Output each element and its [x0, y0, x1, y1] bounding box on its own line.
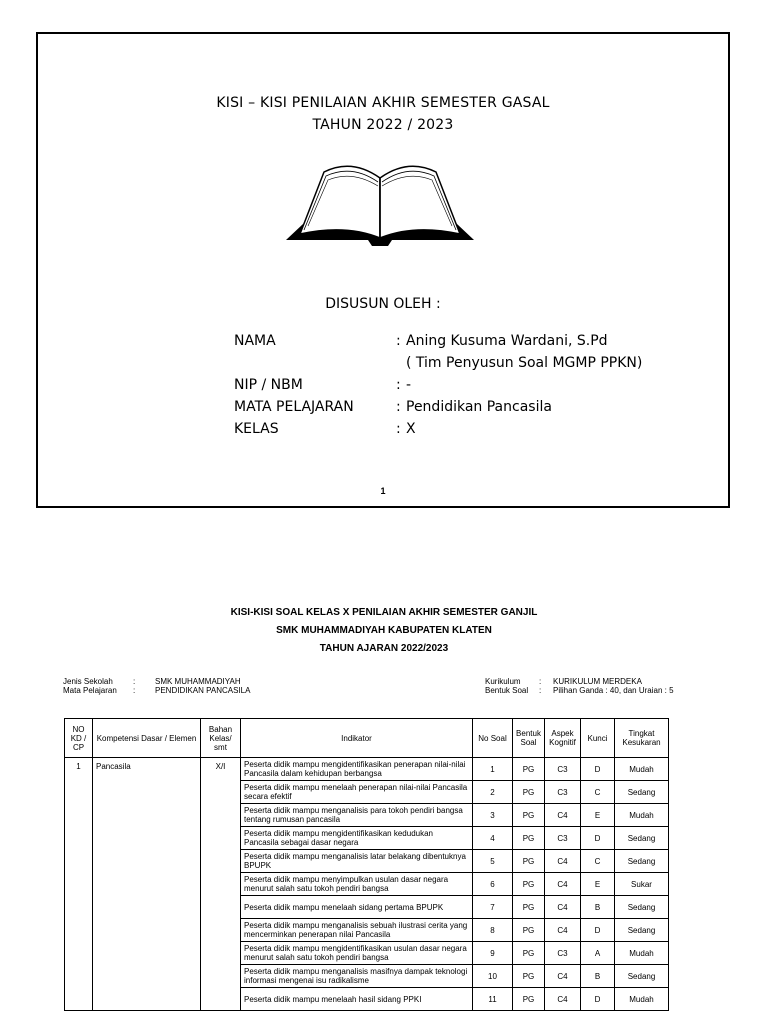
- cell-tingkat: Mudah: [615, 988, 669, 1011]
- cell-kunci: B: [581, 896, 615, 919]
- cover-title: [38, 92, 728, 136]
- cell-no: 1: [65, 758, 93, 1011]
- cell-no-soal: 5: [473, 850, 513, 873]
- cell-kunci: B: [581, 965, 615, 988]
- doc-title-line-3: TAHUN AJARAN 2022/2023: [319, 643, 449, 654]
- table-body: [65, 758, 669, 1011]
- meta-value: PENDIDIKAN PANCASILA: [155, 686, 251, 695]
- cell-bentuk: PG: [513, 781, 545, 804]
- cell-tingkat: Sedang: [615, 919, 669, 942]
- cell-tingkat: Sedang: [615, 850, 669, 873]
- meta-value: SMK MUHAMMADIYAH: [155, 677, 241, 686]
- document-heading: [0, 604, 768, 658]
- meta-key: Jenis Sekolah: [63, 677, 113, 686]
- cell-indikator: Peserta didik mampu mengidentifikasikan penerapan nilai-nilai Pancasila dalam kehidupan berbangsa: [241, 758, 473, 781]
- cell-bentuk: PG: [513, 896, 545, 919]
- cell-no-soal: 9: [473, 942, 513, 965]
- cell-indikator: Peserta didik mampu menelaah penerapan nilai-nilai Pancasila secara efektif: [241, 781, 473, 804]
- cell-kunci: D: [581, 988, 615, 1011]
- cell-indikator: Peserta didik mampu menelaah sidang pertama BPUPK: [241, 896, 473, 919]
- cell-tingkat: Sukar: [615, 873, 669, 896]
- cell-tingkat: Sedang: [615, 965, 669, 988]
- info-label: [234, 352, 396, 374]
- header-cell: No Soal: [473, 719, 513, 758]
- cell-kunci: C: [581, 781, 615, 804]
- table-header-row: [65, 719, 669, 758]
- cell-aspek: C4: [545, 896, 581, 919]
- doc-title-line-1: KISI-KISI SOAL KELAS X PENILAIAN AKHIR SEMESTER GANJIL: [230, 607, 538, 618]
- info-row-class: [234, 418, 642, 440]
- meta-row: [63, 677, 250, 686]
- cell-no-soal: 2: [473, 781, 513, 804]
- table-row: [65, 758, 669, 781]
- cell-bentuk: PG: [513, 804, 545, 827]
- info-colon: :: [396, 333, 401, 349]
- cell-indikator: Peserta didik mampu menganalisis latar belakang dibentuknya BPUPK: [241, 850, 473, 873]
- cell-tingkat: Mudah: [615, 758, 669, 781]
- cell-kunci: E: [581, 873, 615, 896]
- cell-aspek: C3: [545, 781, 581, 804]
- cell-aspek: C4: [545, 919, 581, 942]
- cell-indikator: Peserta didik mampu menelaah hasil sidang PPKI: [241, 988, 473, 1011]
- cell-kunci: E: [581, 804, 615, 827]
- info-label: NAMA: [234, 333, 276, 349]
- header-cell: Bentuk Soal: [513, 719, 545, 758]
- meta-row: [63, 686, 250, 695]
- meta-key: Kurikulum: [485, 677, 521, 686]
- info-row-name: [234, 330, 642, 352]
- meta-right: [485, 677, 674, 695]
- cell-aspek: C3: [545, 758, 581, 781]
- cover-title-line-1: KISI – KISI PENILAIAN AKHIR SEMESTER GASAL: [216, 95, 550, 111]
- cell-no-soal: 11: [473, 988, 513, 1011]
- cell-aspek: C3: [545, 827, 581, 850]
- cell-no-soal: 6: [473, 873, 513, 896]
- cell-aspek: C4: [545, 988, 581, 1011]
- doc-title-line-2: SMK MUHAMMADIYAH KABUPATEN KLATEN: [276, 625, 492, 636]
- meta-colon: :: [133, 686, 136, 695]
- cell-indikator: Peserta didik mampu menganalisis masifnya dampak teknologi informasi mengenai isu radikalisme: [241, 965, 473, 988]
- header-cell: Kompetensi Dasar / Elemen: [93, 719, 201, 758]
- info-row-team: [234, 352, 642, 374]
- meta-colon: :: [539, 686, 542, 695]
- cell-indikator: Peserta didik mampu menganalisis para tokoh pendiri bangsa tentang rumusan pancasila: [241, 804, 473, 827]
- cell-indikator: Peserta didik mampu menyimpulkan usulan dasar negara menurut salah satu tokoh pendiri bangsa: [241, 873, 473, 896]
- cell-kd: Pancasila: [93, 758, 201, 1011]
- cell-tingkat: Sedang: [615, 781, 669, 804]
- open-book-icon: [280, 150, 480, 250]
- cell-bentuk: PG: [513, 942, 545, 965]
- meta-row: [485, 677, 674, 686]
- header-cell: Aspek Kognitif: [545, 719, 581, 758]
- cell-tingkat: Sedang: [615, 896, 669, 919]
- cell-aspek: C4: [545, 804, 581, 827]
- info-label: MATA PELAJARAN: [234, 399, 354, 415]
- meta-colon: :: [539, 677, 542, 686]
- cell-indikator: Peserta didik mampu mengidentifikasikan kedudukan Pancasila sebagai dasar negara: [241, 827, 473, 850]
- info-value: ( Tim Penyusun Soal MGMP PPKN): [406, 355, 643, 371]
- meta-key: Mata Pelajaran: [63, 686, 117, 695]
- cell-kunci: D: [581, 758, 615, 781]
- author-info: [234, 330, 642, 440]
- cell-no-soal: 4: [473, 827, 513, 850]
- cell-aspek: C4: [545, 850, 581, 873]
- cell-no-soal: 1: [473, 758, 513, 781]
- info-row-nip: [234, 374, 642, 396]
- info-label: NIP / NBM: [234, 377, 303, 393]
- info-label: KELAS: [234, 421, 279, 437]
- header-cell: Indikator: [241, 719, 473, 758]
- cover-page: [36, 32, 730, 508]
- meta-value: Pilihan Ganda : 40, dan Uraian : 5: [553, 686, 674, 695]
- info-value: Aning Kusuma Wardani, S.Pd: [406, 333, 608, 349]
- meta-left: [63, 677, 250, 695]
- cell-no-soal: 10: [473, 965, 513, 988]
- cell-bentuk: PG: [513, 850, 545, 873]
- page-number: 1: [380, 486, 386, 496]
- meta-value: KURIKULUM MERDEKA: [553, 677, 642, 686]
- info-value: Pendidikan Pancasila: [406, 399, 552, 415]
- info-colon: :: [396, 421, 401, 437]
- cell-tingkat: Mudah: [615, 804, 669, 827]
- header-cell: Tingkat Kesukaran: [615, 719, 669, 758]
- cell-aspek: C4: [545, 965, 581, 988]
- meta-key: Bentuk Soal: [485, 686, 529, 695]
- cell-bentuk: PG: [513, 758, 545, 781]
- meta-colon: :: [133, 677, 136, 686]
- header-cell: NO KD / CP: [65, 719, 93, 758]
- cell-indikator: Peserta didik mampu mengidentifikasikan usulan dasar negara menurut salah satu tokoh pendiri bangsa: [241, 942, 473, 965]
- cell-no-soal: 3: [473, 804, 513, 827]
- cell-no-soal: 7: [473, 896, 513, 919]
- cell-no-soal: 8: [473, 919, 513, 942]
- info-colon: :: [396, 377, 401, 393]
- cell-tingkat: Mudah: [615, 942, 669, 965]
- cover-title-line-2: TAHUN 2022 / 2023: [312, 117, 454, 133]
- cell-tingkat: Sedang: [615, 827, 669, 850]
- info-row-subject: [234, 396, 642, 418]
- composed-by-heading: DISUSUN OLEH :: [325, 296, 441, 312]
- cell-bentuk: PG: [513, 988, 545, 1011]
- cell-kunci: A: [581, 942, 615, 965]
- info-value: X: [406, 421, 416, 437]
- header-cell: Kunci: [581, 719, 615, 758]
- cell-kelas: X/I: [201, 758, 241, 1011]
- meta-row: [485, 686, 674, 695]
- cell-bentuk: PG: [513, 919, 545, 942]
- kisi-table: [64, 718, 669, 1011]
- cell-aspek: C4: [545, 873, 581, 896]
- cell-aspek: C3: [545, 942, 581, 965]
- cell-kunci: D: [581, 919, 615, 942]
- cell-bentuk: PG: [513, 827, 545, 850]
- cell-kunci: D: [581, 827, 615, 850]
- info-colon: :: [396, 399, 401, 415]
- cell-bentuk: PG: [513, 965, 545, 988]
- header-cell: Bahan Kelas/ smt: [201, 719, 241, 758]
- info-value: -: [406, 377, 412, 393]
- cell-bentuk: PG: [513, 873, 545, 896]
- cell-kunci: C: [581, 850, 615, 873]
- cell-indikator: Peserta didik mampu menganalisis sebuah ilustrasi cerita yang mencerminkan penerapan nilai Pancasila: [241, 919, 473, 942]
